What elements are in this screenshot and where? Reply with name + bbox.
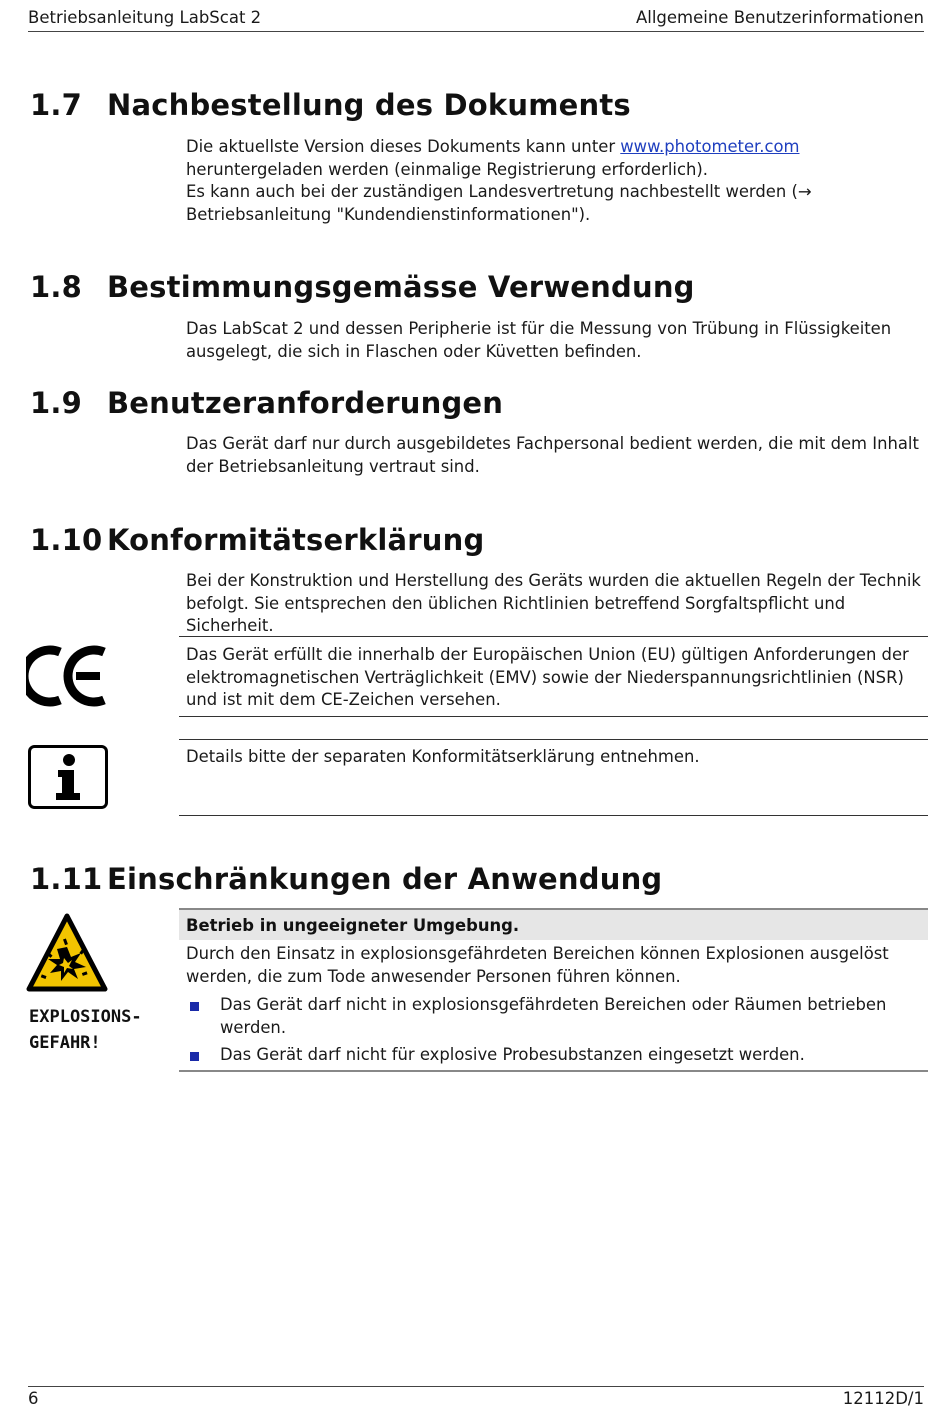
- heading-text: Einschränkungen der Anwendung: [107, 862, 663, 896]
- section-1-10-body: Bei der Konstruktion und Herstellung des Geräts wurden die aktuellen Regeln der Technik befolgt. Sie entsprechen den üblichen Richtlinien betreffend Sorgfaltspflicht und Sicherheit.: [186, 571, 921, 636]
- warning-list: [186, 994, 921, 1072]
- heading-1-7: [30, 88, 631, 122]
- heading-1-10: [30, 523, 484, 557]
- bullet-square-icon: [190, 1002, 199, 1011]
- warning-box: [179, 908, 928, 1072]
- section-1-7-body: [186, 136, 926, 226]
- list-item-text: Das Gerät darf nicht in explosionsgefährdeten Bereichen oder Räumen betrieben werden.: [220, 995, 887, 1037]
- paragraph-text: heruntergeladen werden (einmalige Registrierung erforderlich).: [186, 159, 708, 179]
- list-item: [186, 994, 921, 1039]
- photometer-link[interactable]: www.photometer.com: [620, 137, 800, 156]
- ce-mark-icon: [26, 644, 110, 708]
- running-header: [28, 6, 924, 32]
- hazard-label-line: GEFAHR!: [29, 1033, 101, 1053]
- heading-1-9: [30, 386, 503, 420]
- info-notice-text: Details bitte der separaten Konformitätserklärung entnehmen.: [186, 747, 700, 766]
- warning-header: [179, 910, 928, 940]
- ce-notice-text: Das Gerät erfüllt die innerhalb der Europäischen Union (EU) gültigen Anforderungen der elektromagnetischen Verträglichkeit (EMV) sowie der Niederspannungsrichtlinien (NSR) und ist mit dem CE-Zeichen versehen.: [186, 645, 909, 710]
- hazard-label-line: EXPLOSIONS-: [29, 1007, 142, 1027]
- heading-text: Nachbestellung des Dokuments: [107, 88, 631, 122]
- warning-text: Durch den Einsatz in explosionsgefährdeten Bereichen können Explosionen ausgelöst werden, die zum Tode anwesender Personen führen können.: [186, 944, 889, 986]
- section-1-8-body: Das LabScat 2 und dessen Peripherie ist für die Messung von Trübung in Flüssigkeiten ausgelegt, die sich in Flaschen oder Küvetten befinden.: [186, 319, 892, 361]
- section-1-9-body: Das Gerät darf nur durch ausgebildetes Fachpersonal bedient werden, die mit dem Inhalt der Betriebsanleitung vertraut sind.: [186, 434, 919, 476]
- header-chapter-title: Allgemeine Benutzerinformationen: [635, 8, 924, 27]
- paragraph-text: Es kann auch bei der zuständigen Landesvertretung nachbestellt werden (→ Betriebsanleitung "Kundendienstinformationen").: [186, 182, 812, 224]
- divider: [179, 716, 928, 717]
- heading-number: 1.10: [30, 523, 103, 557]
- divider: [179, 636, 928, 637]
- document-id: 12112D/1: [842, 1389, 924, 1408]
- bullet-square-icon: [190, 1052, 199, 1061]
- heading-text: Bestimmungsgemässe Verwendung: [107, 270, 695, 304]
- paragraph-text: Die aktuellste Version dieses Dokuments kann unter: [186, 137, 621, 156]
- heading-text: Benutzeranforderungen: [107, 386, 504, 420]
- info-icon: [28, 745, 108, 809]
- heading-1-11: [30, 862, 662, 896]
- explosion-hazard-icon: [26, 913, 108, 993]
- list-item-text: Das Gerät darf nicht für explosive Probesubstanzen eingesetzt werden.: [220, 1045, 805, 1065]
- heading-1-8: [30, 270, 695, 304]
- heading-number: 1.11: [30, 862, 103, 896]
- page-number: 6: [28, 1389, 39, 1408]
- list-item: [186, 1044, 921, 1067]
- warning-title: Betrieb in ungeeigneter Umgebung.: [186, 916, 520, 935]
- heading-number: 1.9: [30, 386, 82, 420]
- divider: [179, 739, 928, 740]
- heading-number: 1.7: [30, 88, 82, 122]
- heading-text: Konformitätserklärung: [107, 523, 485, 557]
- header-doc-title: Betriebsanleitung LabScat 2: [28, 8, 262, 27]
- divider: [179, 815, 928, 816]
- hazard-label: [29, 1004, 142, 1056]
- heading-number: 1.8: [30, 270, 82, 304]
- running-footer: [28, 1386, 924, 1408]
